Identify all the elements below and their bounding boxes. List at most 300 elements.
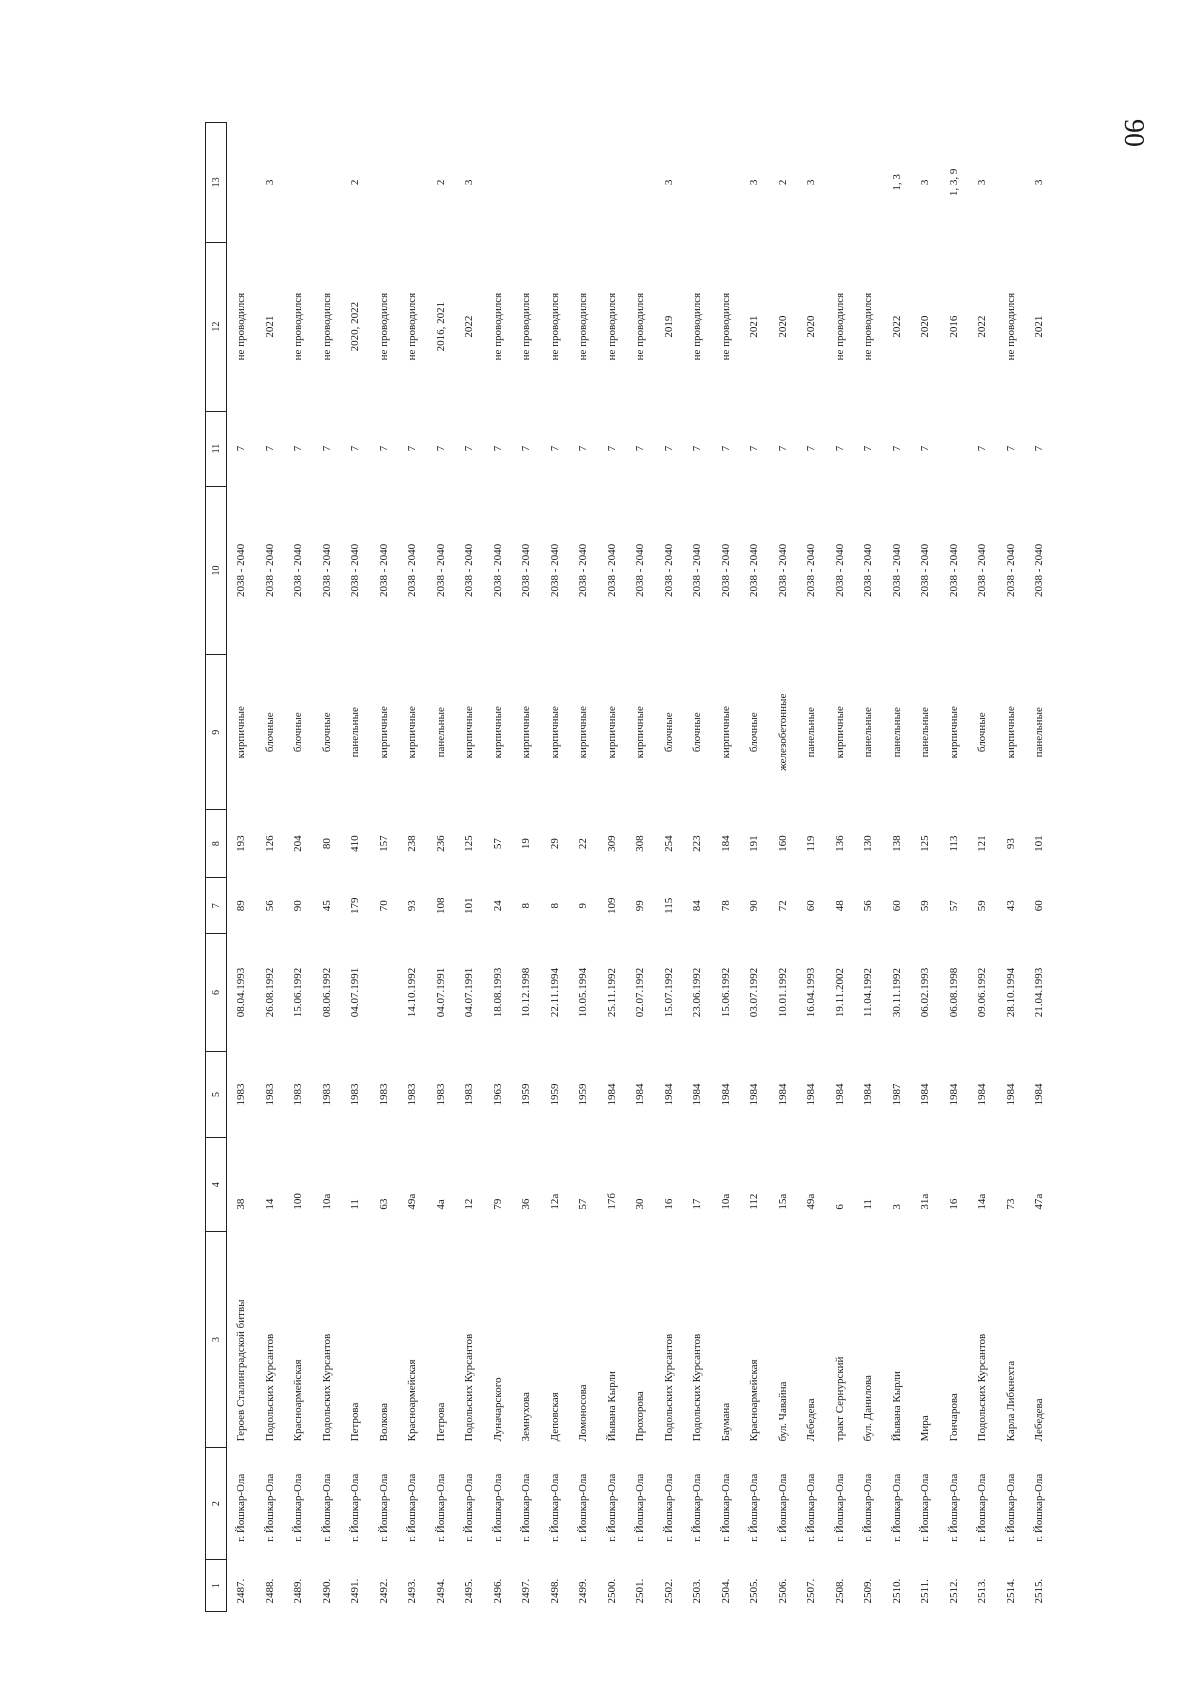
table-cell-col-5: 1983 [434, 1083, 447, 1106]
table-cell-col-11: 7 [320, 445, 333, 452]
table-cell-col-12: не проводился [377, 292, 390, 361]
table-cell-col-12: не проводился [719, 292, 732, 361]
table-cell-col-1: 2490. [320, 1578, 333, 1604]
table-cell-col-4: 6 [833, 1204, 846, 1210]
table-cell-col-10: 2038 - 2040 [548, 543, 561, 598]
table-cell-col-1: 2504. [719, 1578, 732, 1604]
table-cell-col-3: тракт Сернурский [833, 1356, 846, 1442]
table-cell-col-7: 60 [890, 900, 903, 912]
table-cell-col-13 [598, 123, 627, 243]
table-cell-col-8: 138 [890, 835, 903, 852]
table-cell-col-10: 2038 - 2040 [691, 543, 704, 598]
table-cell-col-9: панельные [890, 707, 903, 758]
table-cell-col-7: 179 [349, 897, 362, 915]
table-cell-col-11: 7 [748, 445, 761, 452]
table-row [683, 123, 712, 1612]
table-cell-col-2: г. Йошкар-Ола [976, 1473, 989, 1542]
table-cell-col-13 [997, 123, 1026, 243]
table-cell-col-7: 45 [320, 900, 333, 912]
table-cell-col-2: г. Йошкар-Ола [1033, 1473, 1046, 1542]
table-cell-col-12: не проводился [235, 292, 248, 361]
table-cell-col-9: кирпичные [634, 706, 647, 759]
table-cell-col-4: 16 [662, 1198, 675, 1210]
column-header-10: 10 [206, 486, 227, 655]
table-cell-col-8: 204 [292, 835, 305, 852]
table-cell-col-9: кирпичные [947, 706, 960, 759]
table-cell-col-3: Подольских Курсантов [463, 1333, 476, 1442]
table-cell-col-9: кирпичные [833, 706, 846, 759]
table-cell-col-12: 2022 [890, 315, 903, 338]
table-cell-col-8: 80 [320, 838, 333, 850]
table-cell-col-7: 109 [605, 897, 618, 915]
table-cell-col-1: 2494. [434, 1578, 447, 1604]
table-cell-col-4: 11 [862, 1199, 875, 1210]
table-cell-col-5: 1984 [805, 1083, 818, 1106]
table-cell-col-10: 2038 - 2040 [463, 543, 476, 598]
table-cell-col-8: 223 [691, 835, 704, 852]
table-cell-col-12: 2021 [748, 315, 761, 338]
table-cell-col-7: 93 [406, 900, 419, 912]
table-cell-col-1: 2511. [919, 1579, 932, 1604]
table-cell-col-12: не проводился [320, 292, 333, 361]
table-cell-col-11: 7 [833, 445, 846, 452]
table-cell-col-10: 2038 - 2040 [805, 543, 818, 598]
table-cell-col-11: 7 [577, 445, 590, 452]
table-cell-col-3: Красноармейская [406, 1359, 419, 1442]
table-cell-col-12: 2022 [463, 315, 476, 338]
table-cell-col-5: 1987 [890, 1083, 903, 1106]
table-cell-col-13: 3 [976, 179, 989, 186]
table-cell-col-2: г. Йошкар-Ола [1004, 1473, 1017, 1542]
table-cell-col-6: 26.08.1992 [263, 967, 276, 1018]
table-cell-col-12: 2016 [947, 315, 960, 338]
table-cell-col-5: 1983 [463, 1083, 476, 1106]
table-cell-col-2: г. Йошкар-Ола [805, 1473, 818, 1542]
table-row [1025, 123, 1054, 1612]
table-cell-col-5: 1983 [377, 1083, 390, 1106]
table-row [541, 123, 570, 1612]
table-cell-col-10: 2038 - 2040 [748, 543, 761, 598]
table-cell-col-4: 100 [292, 1193, 305, 1210]
table-cell-col-7: 24 [491, 900, 504, 912]
table-cell-col-8: 184 [719, 835, 732, 852]
table-row [712, 123, 741, 1612]
table-cell-col-8: 113 [947, 835, 960, 852]
table-cell-col-10: 2038 - 2040 [1033, 543, 1046, 598]
table-cell-col-8: 121 [976, 835, 989, 852]
table-cell-col-7: 115 [662, 897, 675, 914]
table-cell-col-3: Прохорова [634, 1391, 647, 1442]
table-cell-col-9: кирпичные [491, 706, 504, 759]
table-cell-col-2: г. Йошкар-Ола [520, 1473, 533, 1542]
table-cell-col-13 [854, 123, 883, 243]
table-cell-col-10: 2038 - 2040 [320, 543, 333, 598]
table-cell-col-5: 1984 [862, 1083, 875, 1106]
table-cell-col-5: 1984 [919, 1083, 932, 1106]
table-cell-col-3: Подольских Курсантов [263, 1333, 276, 1442]
table-cell-col-1: 2503. [691, 1578, 704, 1604]
table-cell-col-8: 119 [805, 835, 818, 852]
table-cell-col-8: 126 [263, 835, 276, 852]
table-cell-col-1: 2491. [349, 1578, 362, 1604]
table-row [598, 123, 627, 1612]
table-cell-col-4: 11 [349, 1199, 362, 1210]
table-cell-col-4: 15а [776, 1193, 789, 1210]
table-cell-col-6: 10.12.1998 [520, 967, 533, 1018]
table-cell-col-13: 1, 3, 9 [947, 168, 960, 197]
table-cell-col-4: 57 [577, 1198, 590, 1210]
table-cell-col-7: 9 [577, 903, 590, 909]
table-cell-col-9: блочные [263, 712, 276, 753]
table-cell-col-5: 1959 [548, 1083, 561, 1106]
table-cell-col-3: Луначарского [491, 1377, 504, 1442]
table-cell-col-10: 2038 - 2040 [263, 543, 276, 598]
table-row [256, 123, 285, 1612]
table-cell-col-6: 08.04.1993 [235, 967, 248, 1018]
table-cell-col-13: 2 [434, 179, 447, 186]
column-header-1: 1 [206, 1560, 227, 1612]
table-cell-col-2: г. Йошкар-Ола [577, 1473, 590, 1542]
table-cell-col-10: 2038 - 2040 [1004, 543, 1017, 598]
table-cell-col-4: 49а [406, 1193, 419, 1210]
table-cell-col-3: бул. Чавайна [776, 1381, 789, 1442]
table-cell-col-9: кирпичные [463, 706, 476, 759]
table-cell-col-7: 89 [235, 900, 248, 912]
table-cell-col-2: г. Йошкар-Ола [862, 1473, 875, 1542]
table-cell-col-3: Подольских Курсантов [320, 1333, 333, 1442]
table-cell-col-13 [227, 123, 256, 243]
table-cell-col-5: 1984 [662, 1083, 675, 1106]
table-cell-col-7: 43 [1004, 900, 1017, 912]
table-cell-col-1: 2513. [976, 1578, 989, 1604]
table-cell-col-5: 1983 [406, 1083, 419, 1106]
table-cell-col-6: 16.04.1993 [805, 967, 818, 1018]
table-cell-col-12: не проводился [577, 292, 590, 361]
table-cell-col-1: 2514. [1004, 1578, 1017, 1604]
table-cell-col-12: не проводился [491, 292, 504, 361]
table-cell-col-12: не проводился [1004, 292, 1017, 361]
table-cell-col-3: Лебедева [1033, 1398, 1046, 1442]
table-cell-col-13 [683, 123, 712, 243]
table-cell-col-2: г. Йошкар-Ола [890, 1473, 903, 1542]
column-header-8: 8 [206, 810, 227, 878]
table-cell-col-12: 2020, 2022 [349, 301, 362, 352]
table-cell-col-1: 2502. [662, 1578, 675, 1604]
table-row [569, 123, 598, 1612]
table-cell-col-1: 2507. [805, 1578, 818, 1604]
table-cell-col-2: г. Йошкар-Ола [748, 1473, 761, 1542]
table-cell-col-12: не проводился [520, 292, 533, 361]
table-cell-col-3: Подольских Курсантов [976, 1333, 989, 1442]
table-cell-col-11: 7 [805, 445, 818, 452]
table-cell-col-13: 3 [748, 179, 761, 186]
table-row [911, 123, 940, 1612]
table-cell-col-5: 1984 [605, 1083, 618, 1106]
table-row [427, 123, 456, 1612]
table-cell-col-4: 73 [1004, 1198, 1017, 1210]
table-cell-col-12: не проводился [548, 292, 561, 361]
table-cell-col-7: 59 [976, 900, 989, 912]
table-cell-col-8: 136 [833, 835, 846, 852]
table-cell-col-8: 19 [520, 838, 533, 850]
table-cell-col-4: 79 [491, 1198, 504, 1210]
table-cell-col-2: г. Йошкар-Ола [463, 1473, 476, 1542]
table-cell-col-13: 3 [805, 179, 818, 186]
table-cell-col-2: г. Йошкар-Ола [320, 1473, 333, 1542]
table-cell-col-12: 2020 [805, 315, 818, 338]
table-row [997, 123, 1026, 1612]
table-cell-col-3: Йывана Кырли [605, 1371, 618, 1442]
table-cell-col-13: 3 [263, 179, 276, 186]
table-cell-col-10: 2038 - 2040 [434, 543, 447, 598]
table-cell-col-5: 1984 [719, 1083, 732, 1106]
table-cell-col-5: 1983 [235, 1083, 248, 1106]
column-header-13: 13 [206, 123, 227, 243]
table-cell-col-10: 2038 - 2040 [577, 543, 590, 598]
table-cell-col-5: 1963 [491, 1083, 504, 1106]
table-row [398, 123, 427, 1612]
table-cell-col-10: 2038 - 2040 [235, 543, 248, 598]
table-cell-col-10: 2038 - 2040 [947, 543, 960, 598]
table-cell-col-9: блочные [662, 712, 675, 753]
table-row [655, 123, 684, 1612]
table-cell-col-9: кирпичные [1004, 706, 1017, 759]
table-cell-col-8: 254 [662, 835, 675, 852]
table-cell-col-13: 3 [463, 179, 476, 186]
table-cell-col-5: 1984 [776, 1083, 789, 1106]
table-cell-col-9: кирпичные [605, 706, 618, 759]
table-cell-col-8: 236 [434, 835, 447, 852]
column-header-2: 2 [206, 1447, 227, 1560]
table-cell-col-4: 14а [976, 1193, 989, 1210]
table-cell-col-10: 2038 - 2040 [862, 543, 875, 598]
table-cell-col-12: не проводился [406, 292, 419, 361]
table-cell-col-4: 63 [377, 1198, 390, 1210]
table-cell-col-7: 8 [520, 903, 533, 909]
table-cell-col-5: 1984 [748, 1083, 761, 1106]
table-cell-col-5: 1984 [1004, 1083, 1017, 1106]
table-cell-col-9: панельные [805, 707, 818, 758]
page-number: 90 [1118, 119, 1149, 147]
table-cell-col-1: 2489. [292, 1578, 305, 1604]
table-cell-col-6: 15.06.1992 [719, 967, 732, 1018]
table-cell-col-11: 7 [662, 445, 675, 452]
table-cell-col-10: 2038 - 2040 [349, 543, 362, 598]
table-cell-col-2: г. Йошкар-Ола [434, 1473, 447, 1542]
table-cell-col-6: 23.06.1992 [691, 967, 704, 1018]
table-cell-col-1: 2508. [833, 1578, 846, 1604]
table-cell-col-13 [626, 123, 655, 243]
table-cell-col-8: 22 [577, 838, 590, 850]
table-cell-col-7: 70 [377, 900, 390, 912]
table-cell-col-13: 1, 3 [890, 174, 903, 191]
table-cell-col-1: 2500. [605, 1578, 618, 1604]
table-cell-col-2: г. Йошкар-Ола [776, 1473, 789, 1542]
table-cell-col-11: 7 [491, 445, 504, 452]
table-cell-col-10: 2038 - 2040 [491, 543, 504, 598]
table-cell-col-6: 25.11.1992 [605, 967, 618, 1018]
table-cell-col-2: г. Йошкар-Ола [406, 1473, 419, 1542]
table-cell-col-11: 7 [235, 445, 248, 452]
table-cell-col-11: 7 [776, 445, 789, 452]
table-cell-col-10: 2038 - 2040 [406, 543, 419, 598]
table-cell-col-3: Йывана Кырли [890, 1371, 903, 1442]
table-cell-col-9: блочные [320, 712, 333, 753]
table-cell-col-10: 2038 - 2040 [292, 543, 305, 598]
table-cell-col-11: 7 [548, 445, 561, 452]
table-cell-col-5: 1984 [691, 1083, 704, 1106]
table-cell-col-8: 101 [1033, 835, 1046, 852]
table-cell-col-1: 2487. [235, 1578, 248, 1604]
table-cell-col-6: 18.08.1993 [491, 967, 504, 1018]
table-cell-col-10: 2038 - 2040 [377, 543, 390, 598]
table-body [227, 123, 1054, 1612]
table-cell-col-10: 2038 - 2040 [833, 543, 846, 598]
table-cell-col-11 [940, 411, 969, 486]
table-cell-col-1: 2488. [263, 1578, 276, 1604]
table-cell-col-13 [569, 123, 598, 243]
table-cell-col-8: 57 [491, 838, 504, 850]
table-row [313, 123, 342, 1612]
table-cell-col-2: г. Йошкар-Ола [634, 1473, 647, 1542]
table-cell-col-6: 02.07.1992 [634, 967, 647, 1018]
table-cell-col-2: г. Йошкар-Ола [491, 1473, 504, 1542]
table-cell-col-9: железобетонные [776, 693, 789, 771]
table-cell-col-2: г. Йошкар-Ола [235, 1473, 248, 1542]
table-cell-col-9: панельные [349, 707, 362, 758]
table-cell-col-6: 06.08.1998 [947, 967, 960, 1018]
table-header [206, 123, 227, 1612]
table-cell-col-6: 15.06.1992 [292, 967, 305, 1018]
table-cell-col-3: Героев Сталинградской битвы [235, 1299, 248, 1442]
table-cell-col-11: 7 [976, 445, 989, 452]
table-row [284, 123, 313, 1612]
table-cell-col-4: 17б [605, 1193, 618, 1210]
table-cell-col-7: 78 [719, 900, 732, 912]
table-row [227, 123, 256, 1612]
table-cell-col-6: 06.02.1993 [919, 967, 932, 1018]
table-cell-col-3: Мира [919, 1415, 932, 1442]
table-cell-col-13: 2 [349, 179, 362, 186]
table-row [797, 123, 826, 1612]
table-cell-col-1: 2512. [947, 1578, 960, 1604]
table-cell-col-9: панельные [919, 707, 932, 758]
table-cell-col-12: не проводился [862, 292, 875, 361]
table-cell-col-4: 49а [805, 1193, 818, 1210]
table-cell-col-10: 2038 - 2040 [719, 543, 732, 598]
table-cell-col-13: 2 [776, 179, 789, 186]
table-cell-col-3: Красноармейская [292, 1359, 305, 1442]
table-cell-col-4: 31а [919, 1193, 932, 1210]
table-cell-col-9: панельные [1033, 707, 1046, 758]
table-cell-col-3: Петрова [434, 1402, 447, 1442]
table-cell-col-11: 7 [434, 445, 447, 452]
column-header-7: 7 [206, 878, 227, 934]
table-cell-col-5: 1984 [976, 1083, 989, 1106]
table-cell-col-8: 193 [235, 835, 248, 852]
table-row [626, 123, 655, 1612]
table-cell-col-10: 2038 - 2040 [605, 543, 618, 598]
table-cell-col-11: 7 [719, 445, 732, 452]
table-cell-col-2: г. Йошкар-Ола [349, 1473, 362, 1542]
table-cell-col-10: 2038 - 2040 [776, 543, 789, 598]
column-header-3: 3 [206, 1232, 227, 1448]
table-cell-col-11: 7 [349, 445, 362, 452]
table-cell-col-13 [398, 123, 427, 243]
table-cell-col-6: 11.04.1992 [862, 967, 875, 1018]
table-row [370, 123, 399, 1612]
table-cell-col-7: 90 [748, 900, 761, 912]
table-cell-col-12: не проводился [634, 292, 647, 361]
table-cell-col-7: 56 [862, 900, 875, 912]
table-cell-col-12: не проводился [691, 292, 704, 361]
table-cell-col-9: кирпичные [719, 706, 732, 759]
table-cell-col-6: 10.05.1994 [577, 967, 590, 1018]
table-cell-col-1: 2498. [548, 1578, 561, 1604]
table-cell-col-7: 84 [691, 900, 704, 912]
table-cell-col-9: панельные [434, 707, 447, 758]
table-cell-col-6: 08.06.1992 [320, 967, 333, 1018]
table-cell-col-12: не проводился [605, 292, 618, 361]
table-cell-col-6: 14.10.1992 [406, 967, 419, 1018]
table-cell-col-13 [284, 123, 313, 243]
table-cell-col-13 [484, 123, 513, 243]
table-cell-col-13 [313, 123, 342, 243]
table-cell-col-5: 1984 [833, 1083, 846, 1106]
table-cell-col-12: 2021 [263, 315, 276, 338]
table-cell-col-6: 19.11.2002 [833, 967, 846, 1018]
table-cell-col-1: 2515. [1033, 1578, 1046, 1604]
table-cell-col-5: 1983 [263, 1083, 276, 1106]
table-cell-col-5: 1983 [320, 1083, 333, 1106]
table-cell-col-8: 308 [634, 835, 647, 852]
table-cell-col-11: 7 [919, 445, 932, 452]
table-cell-col-4: 12а [548, 1193, 561, 1210]
column-header-6: 6 [206, 934, 227, 1051]
column-number-row [206, 123, 227, 1612]
table-row [940, 123, 969, 1612]
table-cell-col-4: 36 [520, 1198, 533, 1210]
table-cell-col-7: 8 [548, 903, 561, 909]
table-row [455, 123, 484, 1612]
table-cell-col-9: кирпичные [377, 706, 390, 759]
table-cell-col-6 [370, 934, 399, 1051]
table-row [883, 123, 912, 1612]
table-cell-col-7: 101 [463, 897, 476, 915]
table-cell-col-3: Лебедева [805, 1398, 818, 1442]
table-cell-col-4: 30 [634, 1198, 647, 1210]
table-cell-col-6: 15.07.1992 [662, 967, 675, 1018]
table-cell-col-7: 72 [776, 900, 789, 912]
table-cell-col-12: 2022 [976, 315, 989, 338]
table-cell-col-2: г. Йошкар-Ола [947, 1473, 960, 1542]
table-cell-col-8: 93 [1004, 838, 1017, 850]
table-cell-col-12: 2020 [776, 315, 789, 338]
table-cell-col-3: Баумана [719, 1402, 732, 1442]
table-cell-col-9: кирпичные [520, 706, 533, 759]
table-cell-col-8: 125 [919, 835, 932, 852]
table-cell-col-11: 7 [1033, 445, 1046, 452]
table-cell-col-1: 2499. [577, 1578, 590, 1604]
table-cell-col-2: г. Йошкар-Ола [292, 1473, 305, 1542]
table-cell-col-7: 59 [919, 900, 932, 912]
table-cell-col-9: блочные [691, 712, 704, 753]
table-cell-col-10: 2038 - 2040 [890, 543, 903, 598]
table-cell-col-3: Ломоносова [577, 1384, 590, 1442]
table-cell-col-9: кирпичные [235, 706, 248, 759]
table-cell-col-4: 4а [434, 1199, 447, 1210]
table-cell-col-3: Карла Либкнехта [1004, 1360, 1017, 1442]
